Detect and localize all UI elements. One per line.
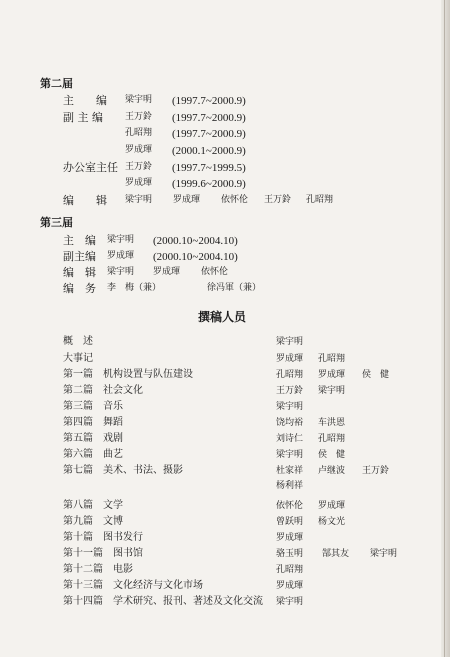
term2-editors-role: 编 辑 <box>63 194 107 207</box>
author-name: 罗成琿 <box>276 581 304 591</box>
author-name: 刘诗仁 <box>276 434 304 444</box>
term3-editor: 依怀伦 <box>201 267 229 277</box>
section-title: 撰稿人员 <box>198 310 247 324</box>
term3-editors-role: 编 辑 <box>63 266 96 279</box>
author-name: 罗成琿 <box>318 501 346 511</box>
term2-name: 孔昭翔 <box>125 128 153 138</box>
term2-editor: 孔昭翔 <box>306 195 334 205</box>
author-name: 梁宇明 <box>276 402 304 412</box>
author-name: 杨利祥 <box>276 481 304 491</box>
author-name: 王万鈴 <box>276 386 304 396</box>
term2-name: 罗成琿 <box>125 145 153 155</box>
term3-name: 梁宇明 <box>107 235 135 245</box>
term2-role: 主 编 <box>63 94 107 107</box>
author-name: 杨文光 <box>318 517 346 527</box>
author-name: 梁宇明 <box>370 549 398 559</box>
part-title: 第一篇 机构设置与队伍建设 <box>63 369 193 380</box>
author-name: 杜家祥 <box>276 466 304 476</box>
author-name: 罗成琿 <box>276 354 304 364</box>
term2-name: 罗成琿 <box>125 178 153 188</box>
term3-role: 主 编 <box>63 234 96 247</box>
author-name: 卢继波 <box>318 466 346 476</box>
term2-editor: 梁宇明 <box>125 195 153 205</box>
term2-period: (2000.1~2000.9) <box>172 145 246 157</box>
author-name: 罗成琿 <box>276 533 304 543</box>
term3-period: (2000.10~2004.10) <box>153 251 238 263</box>
term2-period: (1997.7~1999.5) <box>172 162 246 174</box>
author-name: 曾跃明 <box>276 517 304 527</box>
term2-editor: 王万鈴 <box>264 195 292 205</box>
term2-period: (1997.7~2000.9) <box>172 128 246 140</box>
part-title: 第三篇 音乐 <box>63 401 123 412</box>
author-name: 孔昭翔 <box>276 370 304 380</box>
author-name: 侯 健 <box>318 450 346 460</box>
part-title: 第十篇 图书发行 <box>63 532 143 543</box>
author-name: 罗成琿 <box>318 370 346 380</box>
author-name: 依怀伦 <box>276 501 304 511</box>
part-title: 第十三篇 文化经济与文化市场 <box>63 580 203 591</box>
term2-heading: 第二届 <box>40 77 73 90</box>
author-name: 孔昭翔 <box>318 434 346 444</box>
term3-role: 副主编 <box>63 250 96 263</box>
term2-name: 王万鈴 <box>125 162 153 172</box>
term2-editor: 依怀伦 <box>221 195 249 205</box>
term2-role: 副 主 编 <box>63 111 103 124</box>
part-title: 第五篇 戏剧 <box>63 433 123 444</box>
author-name: 郜其友 <box>322 549 350 559</box>
part-title: 第六篇 曲艺 <box>63 449 123 460</box>
part-title: 第九篇 文博 <box>63 516 123 527</box>
page-edge-shadow <box>441 0 450 657</box>
term3-affairs-member: 徐冯軍（兼） <box>207 283 262 293</box>
term3-heading: 第三届 <box>40 216 73 229</box>
author-name: 侯 健 <box>362 370 390 380</box>
part-title: 第八篇 文学 <box>63 500 123 511</box>
author-name: 骆玉明 <box>276 549 304 559</box>
part-title: 大事记 <box>63 353 93 364</box>
term2-period: (1997.7~2000.9) <box>172 112 246 124</box>
term3-name: 罗成琿 <box>107 251 135 261</box>
term2-name: 王万鈴 <box>125 112 153 122</box>
part-title: 第七篇 美术、书法、摄影 <box>63 465 183 476</box>
term3-editor: 梁宇明 <box>107 267 135 277</box>
term3-editor: 罗成琿 <box>153 267 181 277</box>
author-name: 梁宇明 <box>276 337 304 347</box>
part-title: 第十一篇 图书馆 <box>63 548 143 559</box>
part-title: 第十四篇 学术研究、报刊、著述及文化交流 <box>63 596 263 607</box>
author-name: 孔昭翔 <box>318 354 346 364</box>
author-name: 王万鈴 <box>362 466 390 476</box>
term3-affairs-role: 编 务 <box>63 282 96 295</box>
term2-period: (1997.7~2000.9) <box>172 95 246 107</box>
author-name: 孔昭翔 <box>276 565 304 575</box>
author-name: 饶均裕 <box>276 418 304 428</box>
part-title: 第二篇 社会文化 <box>63 385 143 396</box>
author-name: 梁宇明 <box>276 450 304 460</box>
part-title: 第十二篇 电影 <box>63 564 133 575</box>
term2-editor: 罗成琿 <box>173 195 201 205</box>
author-name: 车洪恩 <box>318 418 346 428</box>
page-edge-line <box>444 0 445 657</box>
term2-name: 梁宇明 <box>125 95 153 105</box>
term3-affairs-member: 李 梅（兼） <box>107 283 162 293</box>
term3-period: (2000.10~2004.10) <box>153 235 238 247</box>
part-title: 第四篇 舞蹈 <box>63 417 123 428</box>
part-title: 概 述 <box>63 336 93 347</box>
author-name: 梁宇明 <box>318 386 346 396</box>
author-name: 梁宇明 <box>276 597 304 607</box>
term2-period: (1999.6~2000.9) <box>172 178 246 190</box>
term2-role: 办公室主任 <box>63 161 118 174</box>
